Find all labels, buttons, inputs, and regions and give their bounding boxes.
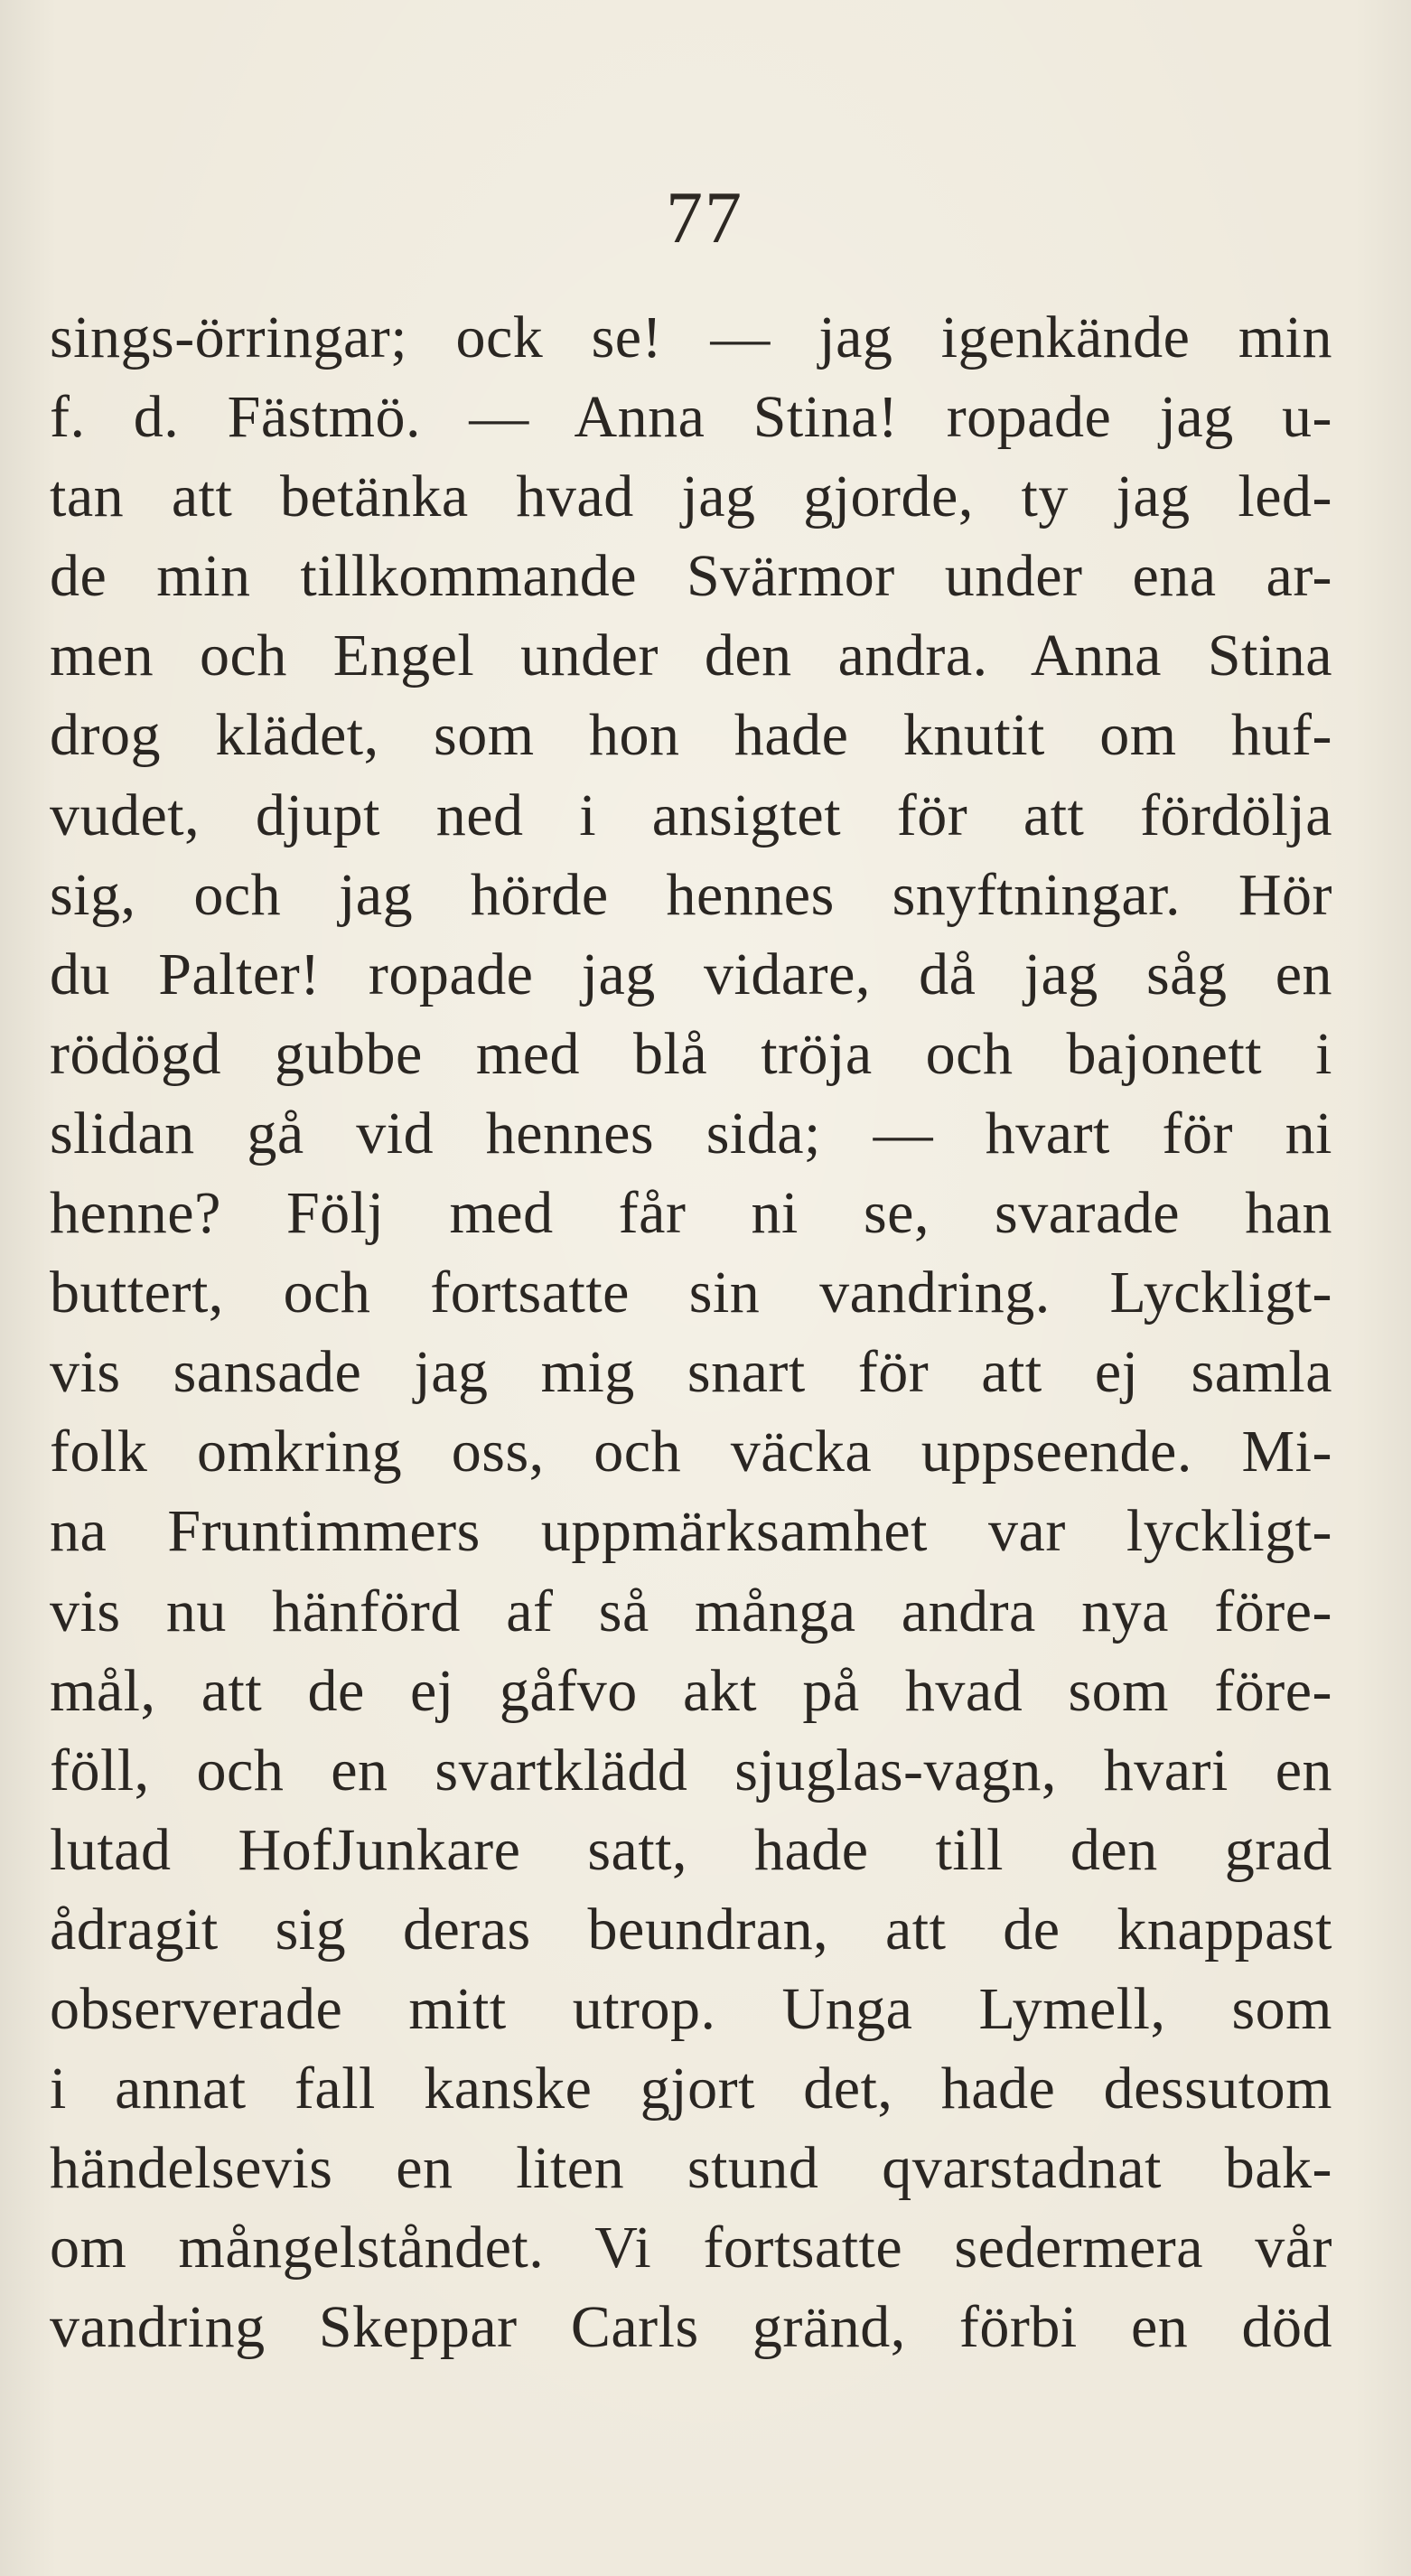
text-line-23: i annat fall kanske gjort det, hade dessutom: [50, 2056, 1332, 2122]
text-line-21: ådragit sig deras beundran, att de knappast: [50, 1896, 1332, 1962]
text-line-16: na Fruntimmers uppmärksamhet var lyckligt-: [50, 1498, 1332, 1565]
text-line-24: händelsevis en liten stund qvarstadnat bak-: [50, 2135, 1332, 2202]
text-line-18: mål, att de ej gåfvo akt på hvad som före-: [50, 1657, 1332, 1724]
text-line-8: sig, och jag hörde hennes snyftningar. Hör: [50, 861, 1332, 928]
text-line-10: rödögd gubbe med blå tröja och bajonett i: [50, 1020, 1332, 1087]
text-line-3: tan att betänka hvad jag gjorde, ty jag led-: [50, 464, 1332, 530]
text-line-11: slidan gå vid hennes sida; — hvart för ni: [50, 1100, 1332, 1166]
body-text: [50, 298, 1332, 2367]
text-line-17: vis nu hänförd af så många andra nya före-: [50, 1578, 1332, 1644]
text-line-20: lutad HofJunkare satt, hade till den grad: [50, 1816, 1332, 1883]
text-line-26: vandring Skeppar Carls gränd, förbi en död: [50, 2294, 1332, 2361]
text-line-13: buttert, och fortsatte sin vandring. Lyckligt-: [50, 1260, 1332, 1326]
text-line-1: sings-örringar; ock se! — jag igenkände min: [50, 304, 1332, 370]
text-line-22: observerade mitt utrop. Unga Lymell, som: [50, 1975, 1332, 2042]
text-line-15: folk omkring oss, och väcka uppseende. Mi-: [50, 1419, 1332, 1485]
text-line-12: henne? Följ med får ni se, svarade han: [50, 1180, 1332, 1247]
text-line-14: vis sansade jag mig snart för att ej samla: [50, 1339, 1332, 1406]
text-line-25: om mångelståndet. Vi fortsatte sedermera vår: [50, 2215, 1332, 2281]
text-line-5: men och Engel under den andra. Anna Stina: [50, 623, 1332, 689]
text-line-6: drog klädet, som hon hade knutit om huf-: [50, 702, 1332, 769]
text-line-2: f. d. Fästmö. — Anna Stina! ropade jag u-: [50, 384, 1332, 451]
text-line-7: vudet, djupt ned i ansigtet för att fördölja: [50, 782, 1332, 848]
text-line-4: de min tillkommande Svärmor under ena ar-: [50, 543, 1332, 610]
text-line-19: föll, och en svartklädd sjuglas-vagn, hvari en: [50, 1737, 1332, 1803]
page-number: 77: [666, 176, 743, 258]
text-line-9: du Palter! ropade jag vidare, då jag såg en: [50, 941, 1332, 1007]
